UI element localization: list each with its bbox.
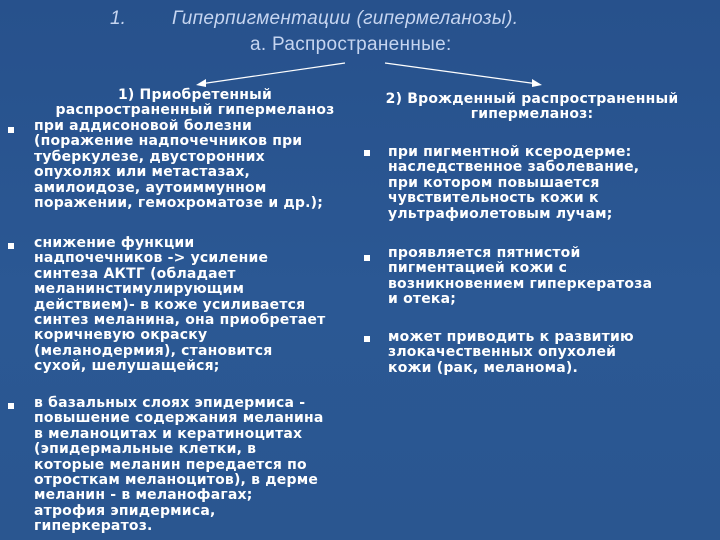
arrow-right-head — [532, 79, 542, 87]
acquired-heading: 1) Приобретенный распространенный гипермеланоз — [55, 87, 335, 119]
slide-subtitle: а. Распространенные: — [250, 34, 452, 55]
acquired-item-3: в базальных слоях эпидермиса - повышение содержания меланина в меланоцитах и кератиноцитах (эпидермальные клетки, в которые меланин передается по отросткам меланоцитов), в дерме меланин - в меланофагах; атрофия эпидермиса, гиперкератоз. — [34, 395, 324, 535]
acquired-item-2: снижение функции надпочечников -> усиление синтеза АКТГ (обладает меланинстимулирующим действием)- в коже усиливается синтез меланина, она приобретает коричневую окраску (меланодермия), становится сухой, шелушащейся; — [34, 235, 326, 375]
bullet-icon — [364, 255, 370, 261]
arrow-right-line — [385, 63, 538, 84]
congenital-item-2: проявляется пятнистой пигментацией кожи с возникновением гиперкератоза и отека; — [388, 245, 653, 308]
congenital-heading: 2) Врожденный распространенный гипермеланоз: — [385, 91, 679, 123]
bullet-icon — [8, 127, 14, 133]
congenital-item-3: может приводить к развитию злокачественных опухолей кожи (рак, меланома). — [388, 329, 634, 376]
slide-title: Гиперпигментации (гипермеланозы). — [172, 8, 519, 29]
congenital-item-1: при пигментной ксеродерме: наследственное заболевание, при котором повышается чувствительность кожи к ультрафиолетовым лучам; — [388, 144, 640, 222]
arrow-left-line — [200, 63, 345, 84]
title-number: 1. — [110, 8, 126, 29]
arrow-left-head — [196, 79, 206, 87]
bullet-icon — [364, 336, 370, 342]
bullet-icon — [8, 243, 14, 249]
acquired-item-1: при аддисоновой болезни (поражение надпочечников при туберкулезе, двусторонних опухолях или метастазах, амилоидозе, аутоиммунном поражении, гемохроматозе и др.); — [34, 118, 324, 212]
bullet-icon — [8, 403, 14, 409]
bullet-icon — [364, 150, 370, 156]
